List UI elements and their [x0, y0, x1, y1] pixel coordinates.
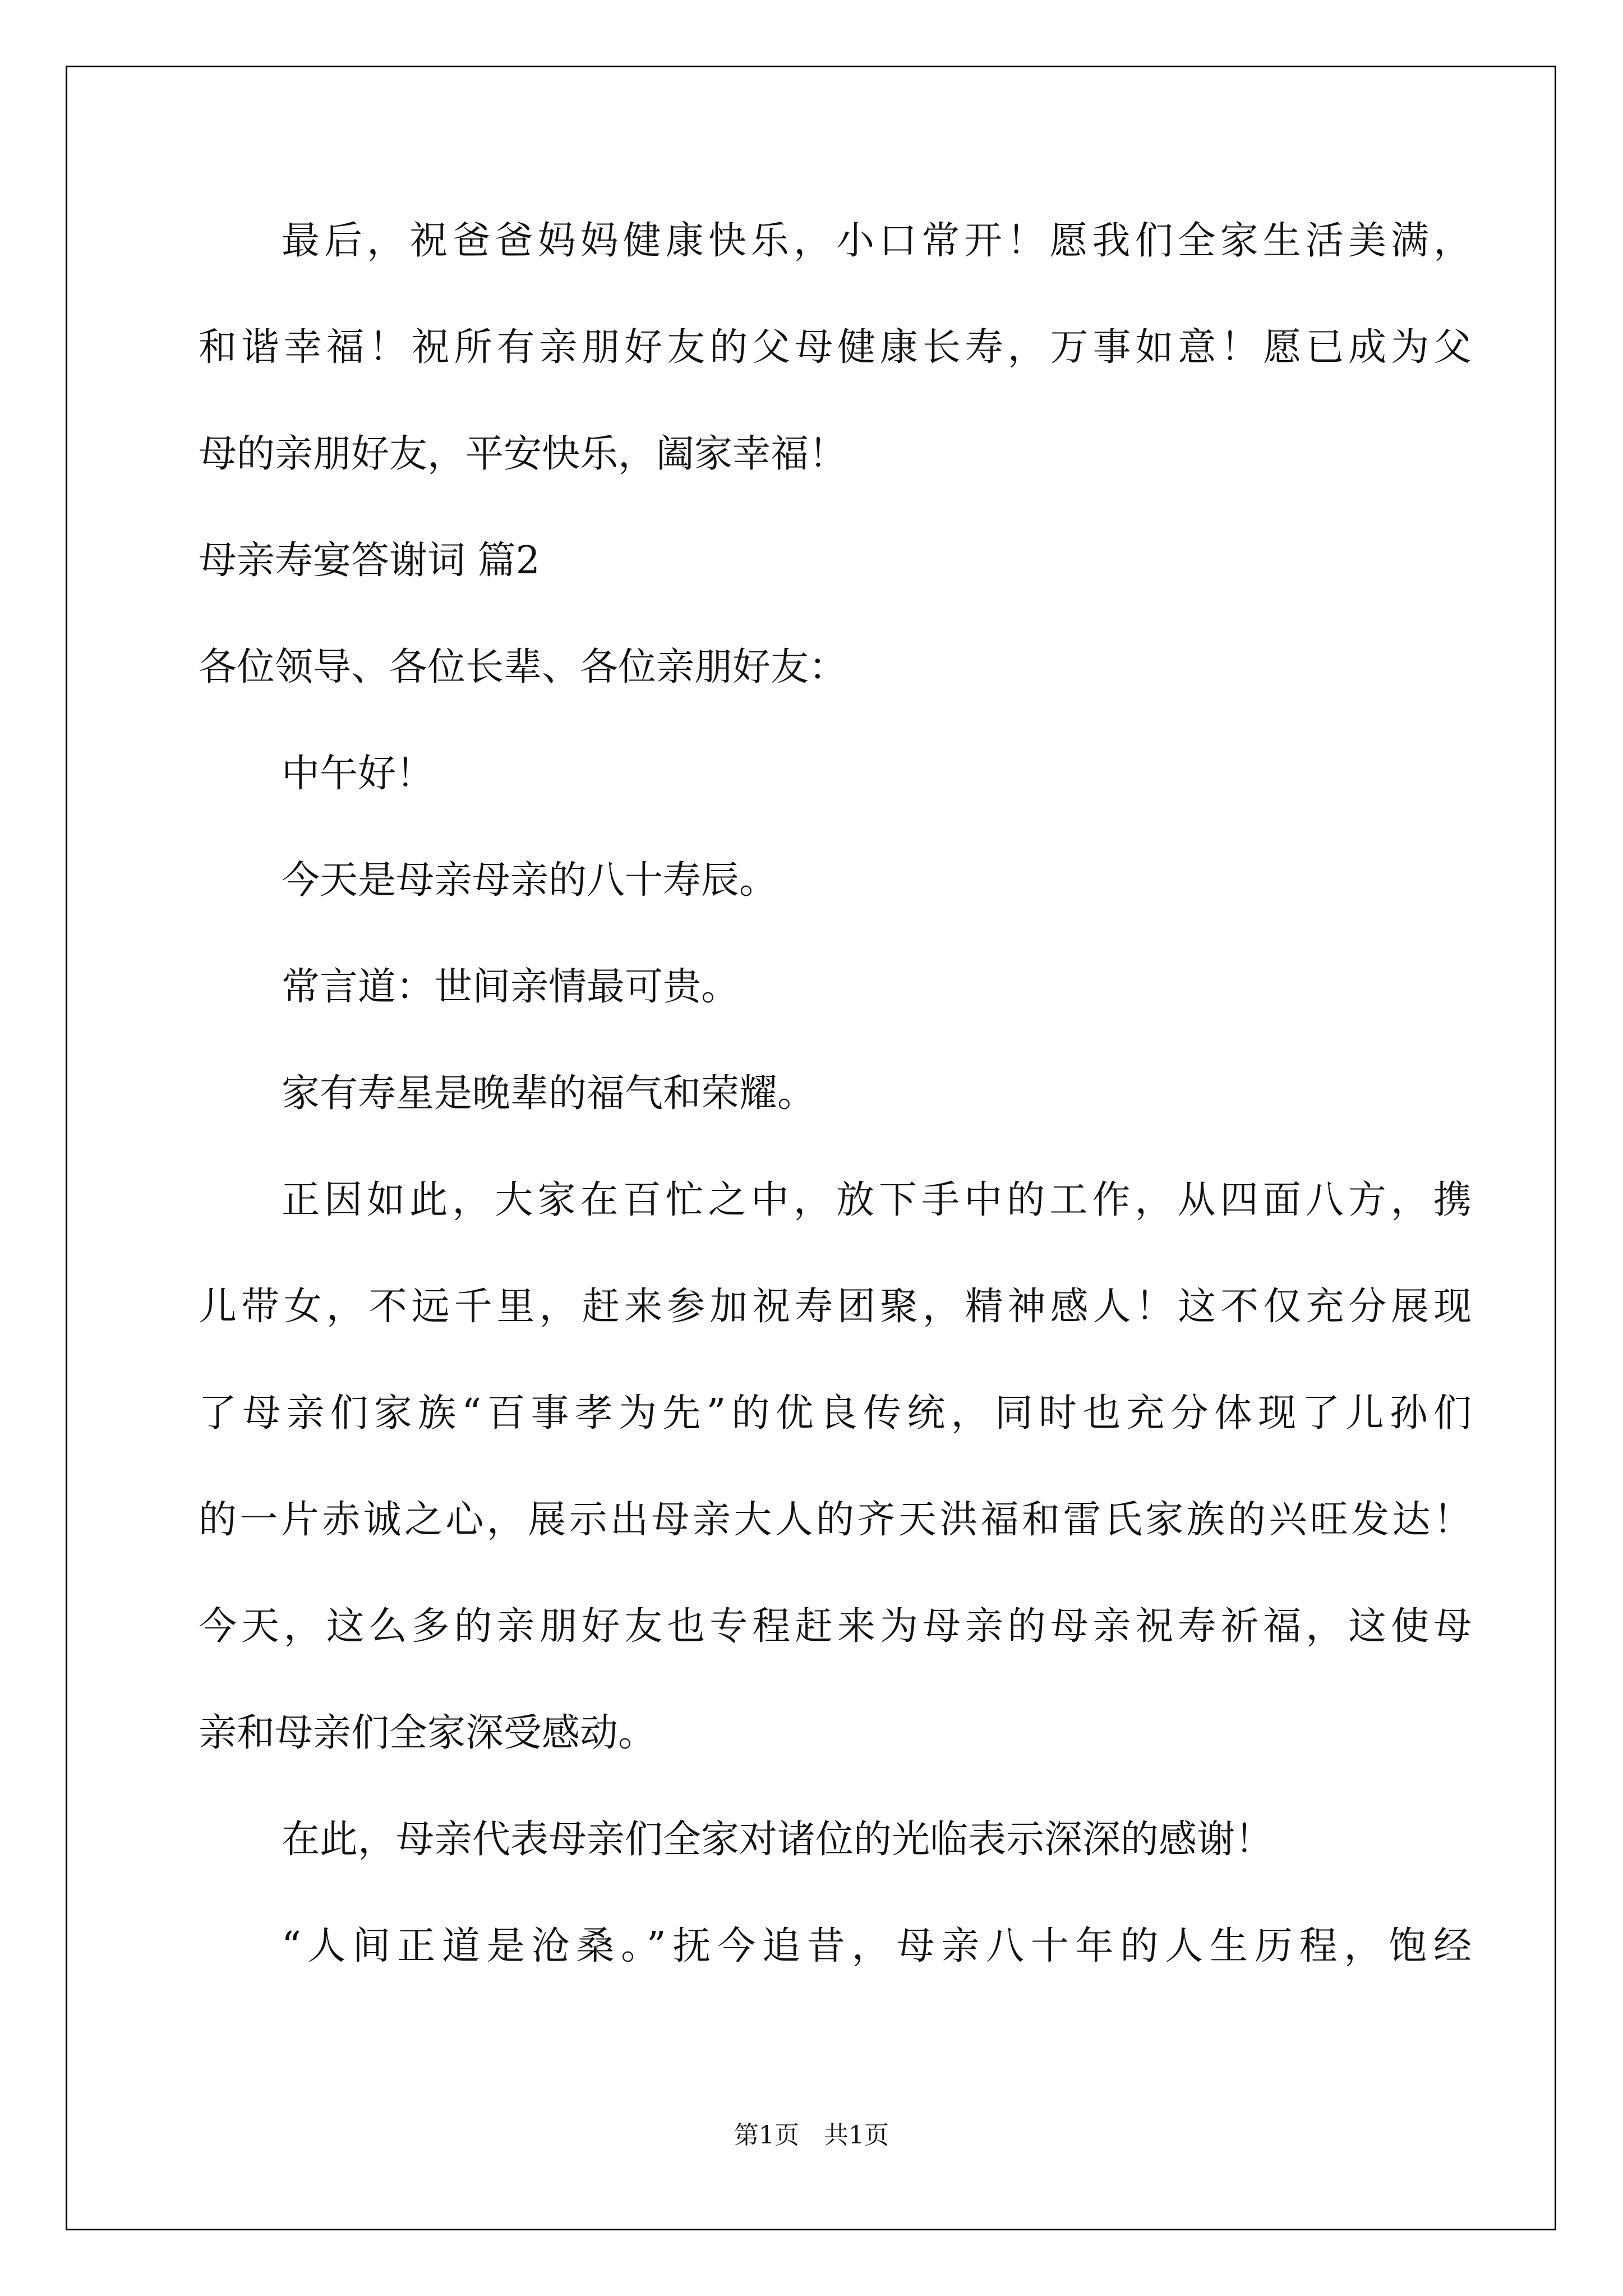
text-line: 的一片赤诚之心，展示出母亲大人的齐天洪福和雷氏家族的兴旺发达！ [199, 1498, 1472, 1542]
text-line: 家有寿星是晚辈的福气和荣耀。 [282, 1071, 816, 1116]
text-line: “人间正道是沧桑。”抚今追昔，母亲八十年的人生历程，饱经 [282, 1924, 1472, 1968]
text-line: 正因如此，大家在百忙之中，放下手中的工作，从四面八方，携 [282, 1178, 1472, 1222]
salutation: 各位领导、各位长辈、各位亲朋好友： [199, 645, 847, 689]
text-line: 在此，母亲代表母亲们全家对诸位的光临表示深深的感谢！ [282, 1818, 1274, 1862]
text-line: 最后，祝爸爸妈妈健康快乐，小口常开！愿我们全家生活美满， [282, 219, 1472, 263]
page-number-footer: 第1页 共1页 [734, 2121, 889, 2150]
page-border [66, 66, 1556, 2230]
text-line: 了母亲们家族“百事孝为先”的优良传统，同时也充分体现了儿孙们 [199, 1391, 1472, 1435]
text-line: 儿带女，不远千里，赶来参加祝寿团聚，精神感人！这不仅充分展现 [199, 1285, 1472, 1329]
text-line: 常言道：世间亲情最可贵。 [282, 965, 740, 1009]
text-line: 母的亲朋好友，平安快乐，阖家幸福！ [199, 432, 847, 476]
section-heading: 母亲寿宴答谢词 篇2 [199, 539, 540, 583]
text-line: 今天，这么多的亲朋好友也专程赶来为母亲的母亲祝寿祈福，这使母 [199, 1604, 1472, 1649]
text-line: 中午好！ [282, 752, 435, 796]
text-line: 今天是母亲母亲的八十寿辰。 [282, 858, 778, 903]
text-line: 亲和母亲们全家深受感动。 [199, 1711, 657, 1755]
text-line: 和谐幸福！祝所有亲朋好友的父母健康长寿，万事如意！愿已成为父 [199, 325, 1472, 370]
